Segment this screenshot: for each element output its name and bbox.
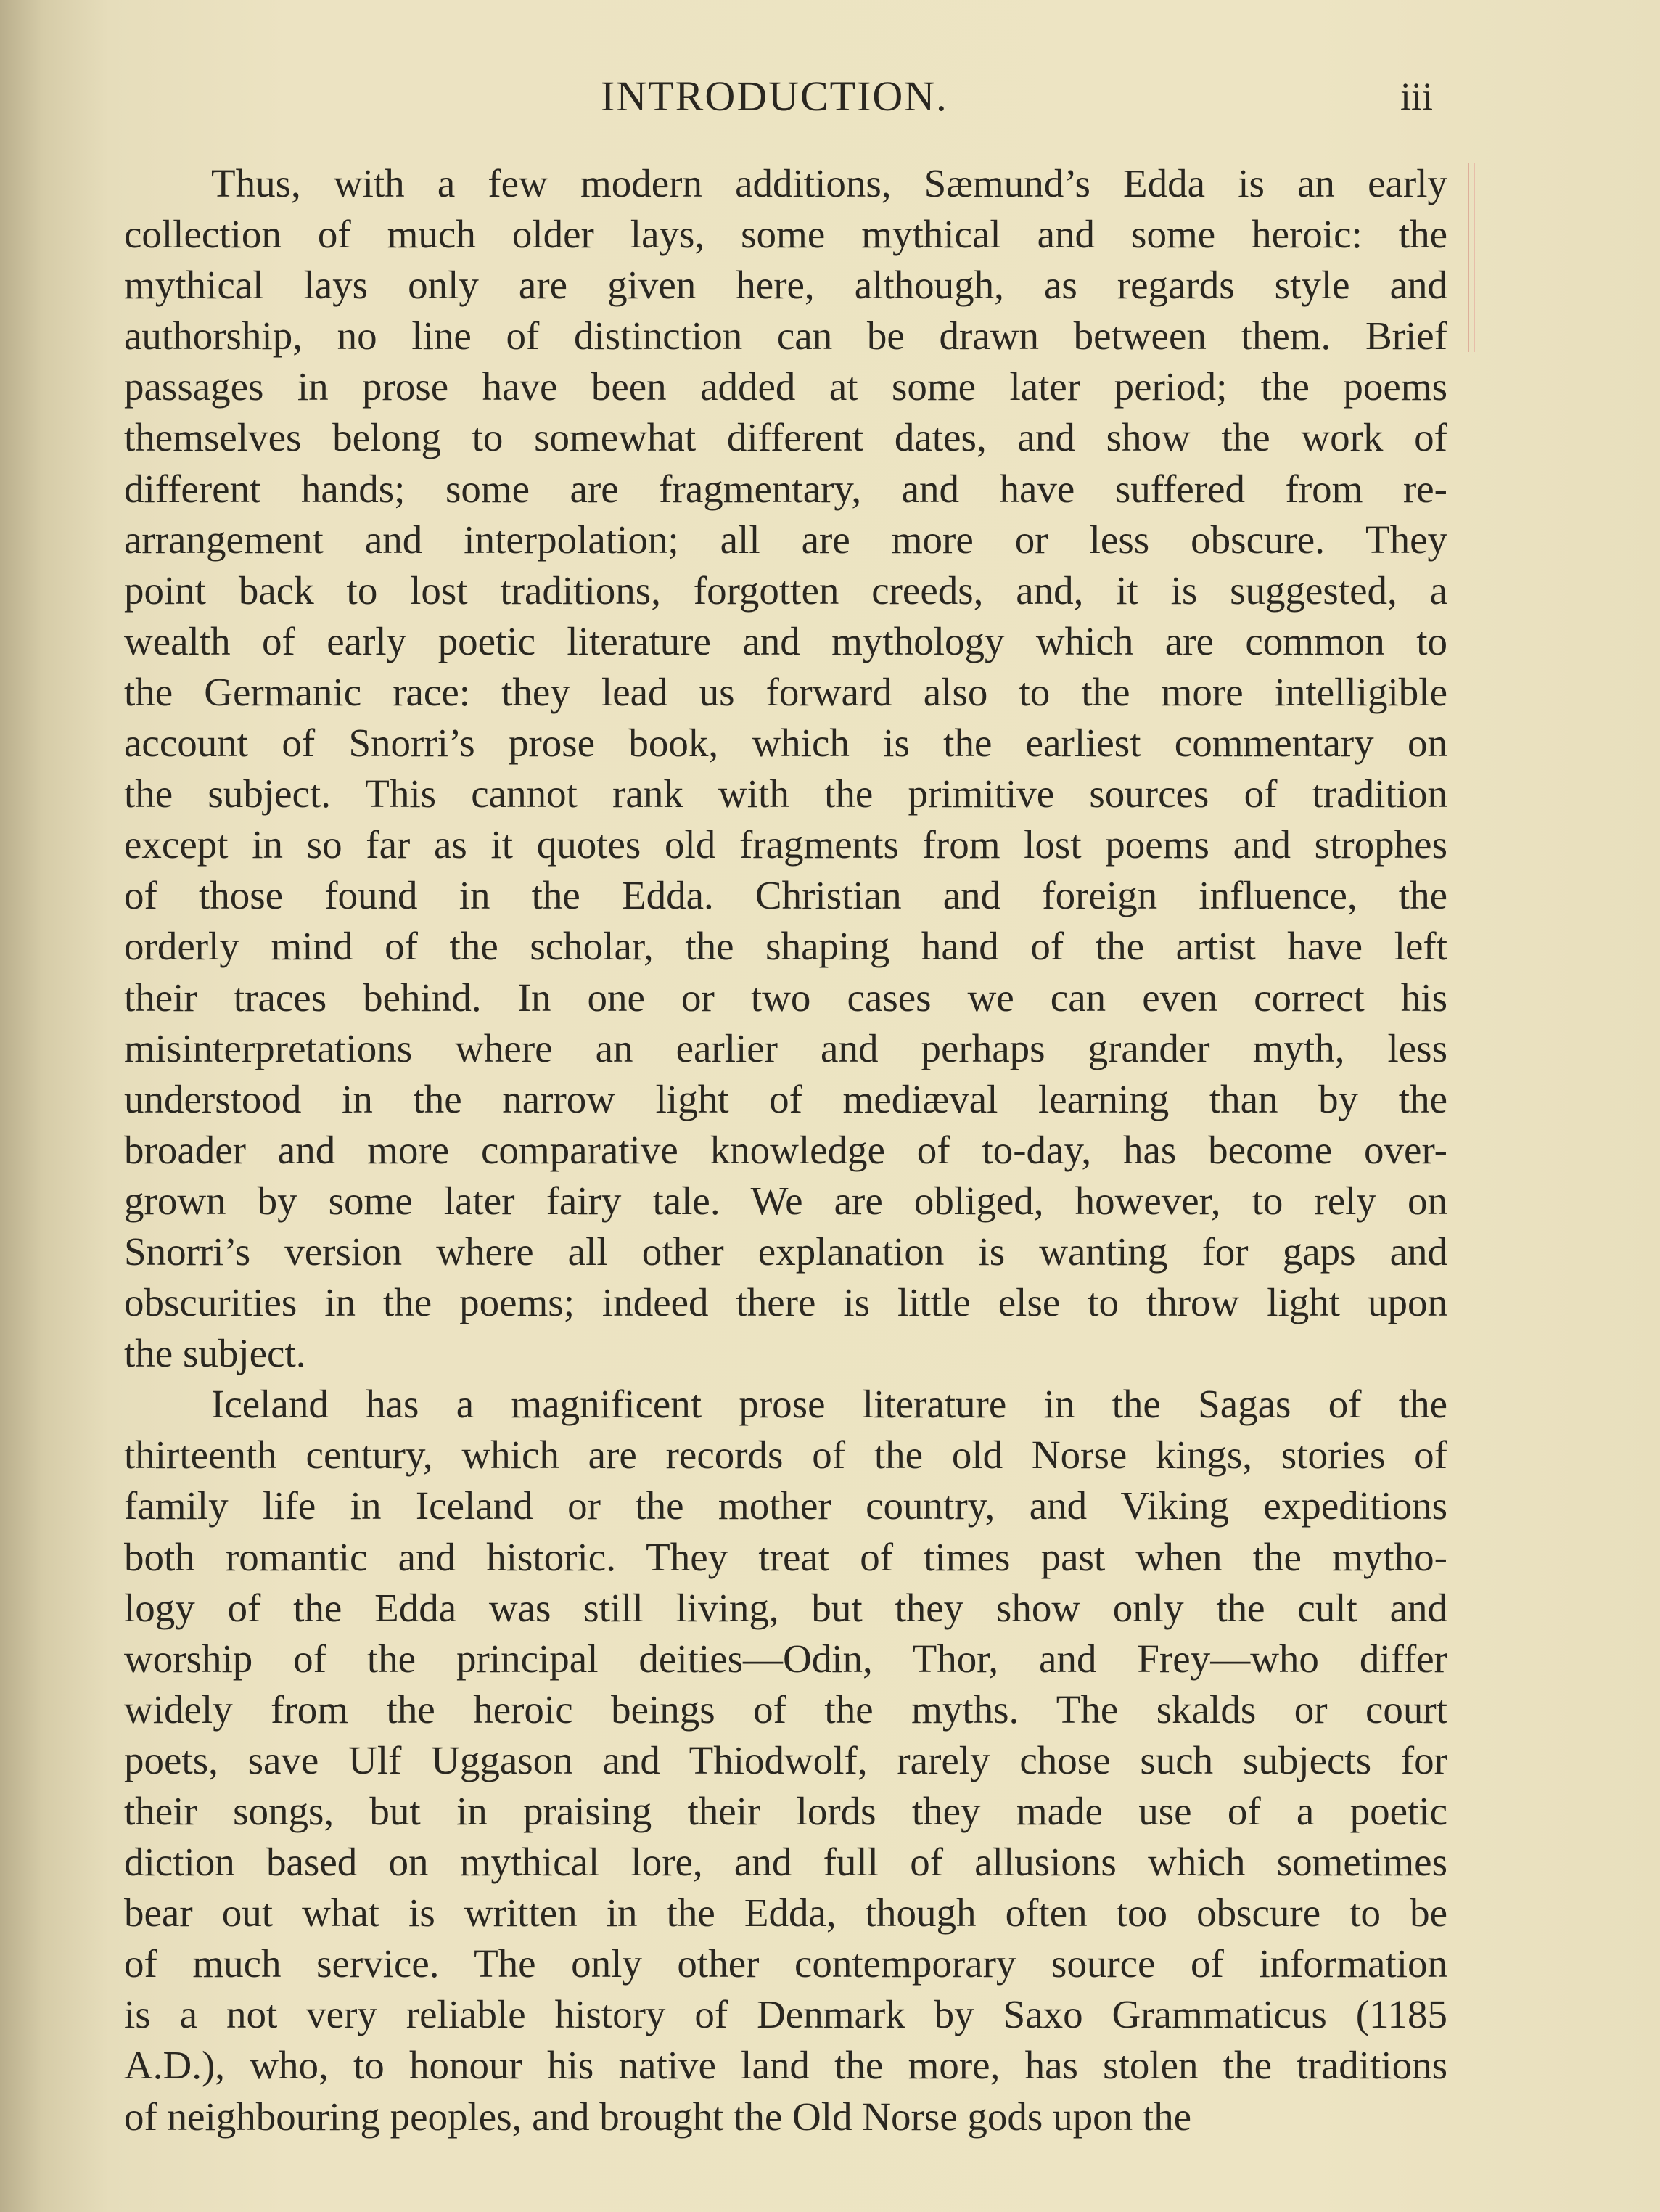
text-line: their songs, but in praising their lords they made use of a poetic xyxy=(124,1789,1447,1833)
text-line: authorship, no line of distinction can be drawn between them. Brief xyxy=(124,314,1447,359)
page-number: iii xyxy=(1400,75,1434,118)
text-line: the Germanic race: they lead us forward also to the more intelligible xyxy=(124,669,1447,714)
text-line: point back to lost traditions, forgotten creeds, and, it is suggested, a xyxy=(124,568,1447,613)
text-line: Thus, with a few modern additions, Sæmund’s Edda is an early xyxy=(211,161,1447,205)
text-line: Iceland has a magnificent prose literature in the Sagas of the xyxy=(211,1382,1447,1427)
text-line: broader and more comparative knowledge of to-day, has become over- xyxy=(124,1127,1447,1172)
text-line: wealth of early poetic literature and mythology which are common to xyxy=(124,618,1447,663)
running-title: INTRODUCTION. xyxy=(601,73,948,120)
text-line: widely from the heroic beings of the myths. The skalds or court xyxy=(124,1687,1447,1732)
text-line: grown by some later fairy tale. We are obliged, however, to rely on xyxy=(124,1178,1447,1223)
text-line: of much service. The only other contemporary source of information xyxy=(124,1941,1447,1986)
text-line: of those found in the Edda. Christian and foreign influence, the xyxy=(124,873,1447,918)
text-line: diction based on mythical lore, and full of allusions which sometimes xyxy=(124,1840,1447,1885)
text-line: family life in Iceland or the mother country, and Viking expeditions xyxy=(124,1483,1447,1528)
text-line: obscurities in the poems; indeed there is little else to throw light upon xyxy=(124,1280,1447,1325)
text-line: different hands; some are fragmentary, and have suffered from re- xyxy=(124,466,1447,511)
text-line: account of Snorri’s prose book, which is the earliest commentary on xyxy=(124,721,1447,766)
text-line: poets, save Ulf Uggason and Thiodwolf, rarely chose such subjects for xyxy=(124,1737,1447,1782)
text-line: A.D.), who, to honour his native land the more, has stolen the traditions xyxy=(124,2043,1447,2088)
text-line: thirteenth century, which are records of the old Norse kings, stories of xyxy=(124,1433,1447,1478)
text-line: understood in the narrow light of mediæval learning than by the xyxy=(124,1076,1447,1121)
text-line: of neighbouring peoples, and brought the Old Norse gods upon the xyxy=(124,2094,1192,2139)
text-line: their traces behind. In one or two cases we can even correct his xyxy=(124,975,1447,1020)
text-line: themselves belong to somewhat different dates, and show the work of xyxy=(124,415,1447,460)
text-line: collection of much older lays, some mythical and some heroic: the xyxy=(124,212,1447,257)
text-line: bear out what is written in the Edda, though often too obscure to be xyxy=(124,1891,1447,1936)
running-header xyxy=(0,71,1660,122)
body-text xyxy=(124,158,1447,2142)
margin-mark xyxy=(1468,163,1475,352)
text-line: worship of the principal deities—Odin, Thor, and Frey—who differ xyxy=(124,1636,1447,1681)
text-line: Snorri’s version where all other explanation is wanting for gaps and xyxy=(124,1229,1447,1274)
text-line: arrangement and interpolation; all are more or less obscure. They xyxy=(124,517,1447,562)
text-line: except in so far as it quotes old fragments from lost poems and strophes xyxy=(124,822,1447,867)
text-line: misinterpretations where an earlier and perhaps grander myth, less xyxy=(124,1025,1447,1070)
text-line: passages in prose have been added at some later period; the poems xyxy=(124,364,1447,409)
text-line: the subject. This cannot rank with the primitive sources of tradition xyxy=(124,771,1447,816)
text-line: the subject. xyxy=(124,1331,306,1376)
text-line: mythical lays only are given here, although, as regards style and xyxy=(124,263,1447,308)
text-line: is a not very reliable history of Denmark by Saxo Grammaticus (1185 xyxy=(124,1992,1447,2037)
text-line: orderly mind of the scholar, the shaping hand of the artist have left xyxy=(124,924,1447,969)
text-line: logy of the Edda was still living, but they show only the cult and xyxy=(124,1585,1447,1630)
text-line: both romantic and historic. They treat of times past when the mytho- xyxy=(124,1534,1447,1579)
